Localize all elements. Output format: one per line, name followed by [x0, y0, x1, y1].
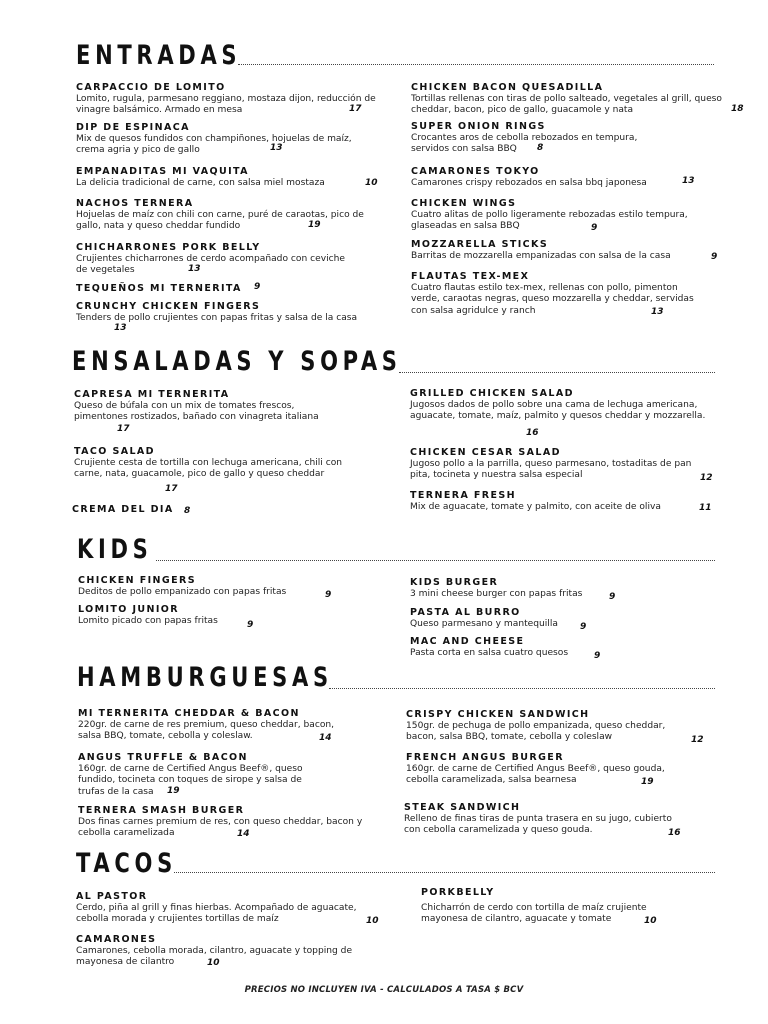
price: 13: [651, 307, 664, 317]
price: 16: [526, 428, 539, 438]
menu-item-tacos-camarones: CAMARONES Camarones, cebolla morada, cilantro, aguacate y topping de mayonesa de cilantro: [76, 934, 353, 968]
menu-item-crunchy-fingers: CRUNCHY CHICKEN FINGERS Tenders de pollo crujientes con papas fritas y salsa de la casa: [76, 301, 358, 323]
price: 9: [254, 282, 261, 292]
menu-item-mozzarella-sticks: MOZZARELLA STICKS Barritas de mozzarella empanizadas con salsa de la casa: [411, 239, 671, 261]
menu-item-chicken-cesar-salad: CHICKEN CESAR SALAD Jugoso pollo a la parrilla, queso parmesano, tostaditas de pan pita, tocineta y nuestra salsa especial: [410, 447, 692, 481]
price: 12: [691, 735, 704, 745]
price: 9: [325, 590, 332, 600]
price: 19: [167, 786, 180, 796]
menu-item-al-pastor: AL PASTOR Cerdo, piña al grill y finas hierbas. Acompañado de aguacate, cebolla morada y crujientes tortillas de maíz: [76, 891, 357, 925]
section-title-hamburguesas: HAMBURGUESAS: [77, 662, 333, 693]
price-disclaimer: PRECIOS NO INCLUYEN IVA - CALCULADOS A TASA $ BCV: [244, 985, 524, 995]
menu-item-taco-salad: TACO SALAD Crujiente cesta de tortilla con lechuga americana, chili con carne, nata, guacamole, pico de gallo y queso cheddar: [74, 446, 343, 480]
menu-item-steak-sandwich: STEAK SANDWICH Relleno de finas tiras de punta trasera en su jugo, cubierto con cebolla caramelizada y queso gouda.: [404, 802, 672, 836]
price: 10: [365, 178, 378, 188]
price: 13: [114, 323, 127, 333]
menu-item-chicken-wings: CHICKEN WINGS Cuatro alitas de pollo ligeramente rebozadas estilo tempura, glaseadas en salsa BBQ: [411, 198, 688, 232]
price: 9: [711, 252, 718, 262]
price: 13: [682, 176, 695, 186]
price: 8: [184, 506, 191, 516]
menu-item-tequenos: TEQUEÑOS MI TERNERITA: [76, 283, 242, 294]
price: 10: [366, 916, 379, 926]
price: 19: [641, 777, 654, 787]
menu-item-cheddar-bacon: MI TERNERITA CHEDDAR & BACON 220gr. de carne de res premium, queso cheddar, bacon, salsa BBQ, tomate, cebolla y coleslaw.: [78, 708, 335, 742]
price: 9: [591, 223, 598, 233]
section-divider: [156, 560, 715, 561]
menu-item-dip-espinaca: DIP DE ESPINACA Mix de quesos fundidos con champiñones, hojuelas de maíz, crema agria y pico de gallo: [76, 122, 352, 156]
price: 9: [580, 622, 587, 632]
menu-item-mac-and-cheese: MAC AND CHEESE Pasta corta en salsa cuatro quesos: [410, 636, 569, 658]
section-title-entradas: ENTRADAS: [76, 40, 242, 71]
price: 10: [644, 916, 657, 926]
menu-item-capresa: CAPRESA MI TERNERITA Queso de búfala con un mix de tomates frescos, pimentones rostizados, bañado con vinagreta italiana: [74, 389, 319, 423]
price: 17: [117, 424, 130, 434]
menu-item-crispy-chicken-sandwich: CRISPY CHICKEN SANDWICH 150gr. de pechuga de pollo empanizada, queso cheddar, bacon, salsa BBQ, tomate, cebolla y coleslaw: [406, 709, 666, 743]
menu-item-kids-burger: KIDS BURGER 3 mini cheese burger con papas fritas: [410, 577, 583, 599]
menu-item-camarones-tokyo: CAMARONES TOKYO Camarones crispy rebozados en salsa bbq japonesa: [411, 166, 647, 188]
section-title-tacos: TACOS: [76, 848, 177, 879]
price: 12: [700, 473, 713, 483]
menu-item-quesadilla: CHICKEN BACON QUESADILLA Tortillas rellenas con tiras de pollo salteado, vegetales al grill, queso cheddar, bacon, pico de gallo, guacamole y nata: [411, 82, 722, 116]
price: 13: [270, 143, 283, 153]
menu-item-flautas: FLAUTAS TEX-MEX Cuatro flautas estilo tex-mex, rellenas con pollo, pimenton verde, caraotas negras, queso mozzarella y cheddar, servidas con salsa agridulce y ranch: [411, 271, 694, 316]
menu-item-nachos: NACHOS TERNERA Hojuelas de maíz con chili con carne, puré de caraotas, pico de gallo, nata y queso cheddar fundido: [76, 198, 364, 232]
menu-item-carpaccio: CARPACCIO DE LOMITO Lomito, rugula, parmesano reggiano, mostaza dijon, reducción de vinagre balsámico. Armado en mesa: [76, 82, 376, 116]
menu-item-french-angus: FRENCH ANGUS BURGER 160gr. de carne de Certified Angus Beef®, queso gouda, cebolla caramelizada, salsa bearnesa: [406, 752, 665, 786]
price: 19: [308, 220, 321, 230]
menu-item-grilled-chicken-salad: GRILLED CHICKEN SALAD Jugosos dados de pollo sobre una cama de lechuga americana, aguacate, tomate, maíz, palmito y quesos cheddar y mozzarella.: [410, 388, 706, 422]
price: 17: [165, 484, 178, 494]
price: 14: [237, 829, 250, 839]
section-divider: [329, 688, 715, 689]
price: 11: [699, 503, 712, 513]
menu-item-onion-rings: SUPER ONION RINGS Crocantes aros de cebolla rebozados en tempura, servidos con salsa BBQ: [411, 121, 638, 155]
menu-item-porkbelly: PORKBELLY Chicharrón de cerdo con tortilla de maíz crujiente mayonesa de cilantro, aguacate y tomate: [421, 887, 647, 925]
price: 9: [609, 592, 616, 602]
section-divider: [399, 372, 715, 373]
section-divider: [174, 872, 715, 873]
price: 18: [731, 104, 744, 114]
menu-item-ternera-fresh: TERNERA FRESH Mix de aguacate, tomate y palmito, con aceite de oliva: [410, 490, 661, 512]
price: 14: [319, 733, 332, 743]
menu-item-lomito-junior: LOMITO JUNIOR Lomito picado con papas fritas: [78, 604, 218, 626]
menu-item-smash-burger: TERNERA SMASH BURGER Dos finas carnes premium de res, con queso cheddar, bacon y cebolla caramelizada: [78, 805, 363, 839]
price: 17: [349, 104, 362, 114]
menu-item-chicharrones: CHICHARRONES PORK BELLY Crujientes chicharrones de cerdo acompañado con ceviche de vegetales: [76, 242, 345, 276]
price: 9: [594, 651, 601, 661]
menu-item-empanaditas: EMPANADITAS MI VAQUITA La delicia tradicional de carne, con salsa miel mostaza: [76, 166, 325, 188]
price: 8: [537, 143, 544, 153]
price: 16: [668, 828, 681, 838]
section-divider: [238, 64, 714, 65]
price: 10: [207, 958, 220, 968]
menu-item-pasta-al-burro: PASTA AL BURRO Queso parmesano y mantequilla: [410, 607, 558, 629]
menu-item-crema-del-dia: CREMA DEL DIA: [72, 504, 174, 515]
section-title-kids: KIDS: [77, 534, 153, 565]
price: 13: [188, 264, 201, 274]
price: 9: [247, 620, 254, 630]
section-title-ensaladas-y-sopas: ENSALADAS Y SOPAS: [72, 346, 402, 377]
menu-item-angus-truffle: ANGUS TRUFFLE & BACON 160gr. de carne de Certified Angus Beef®, queso fundido, tocineta con toques de sirope y salsa de trufas de la casa: [78, 752, 303, 797]
menu-item-kids-chicken-fingers: CHICKEN FINGERS Deditos de pollo empanizado con papas fritas: [78, 575, 287, 597]
